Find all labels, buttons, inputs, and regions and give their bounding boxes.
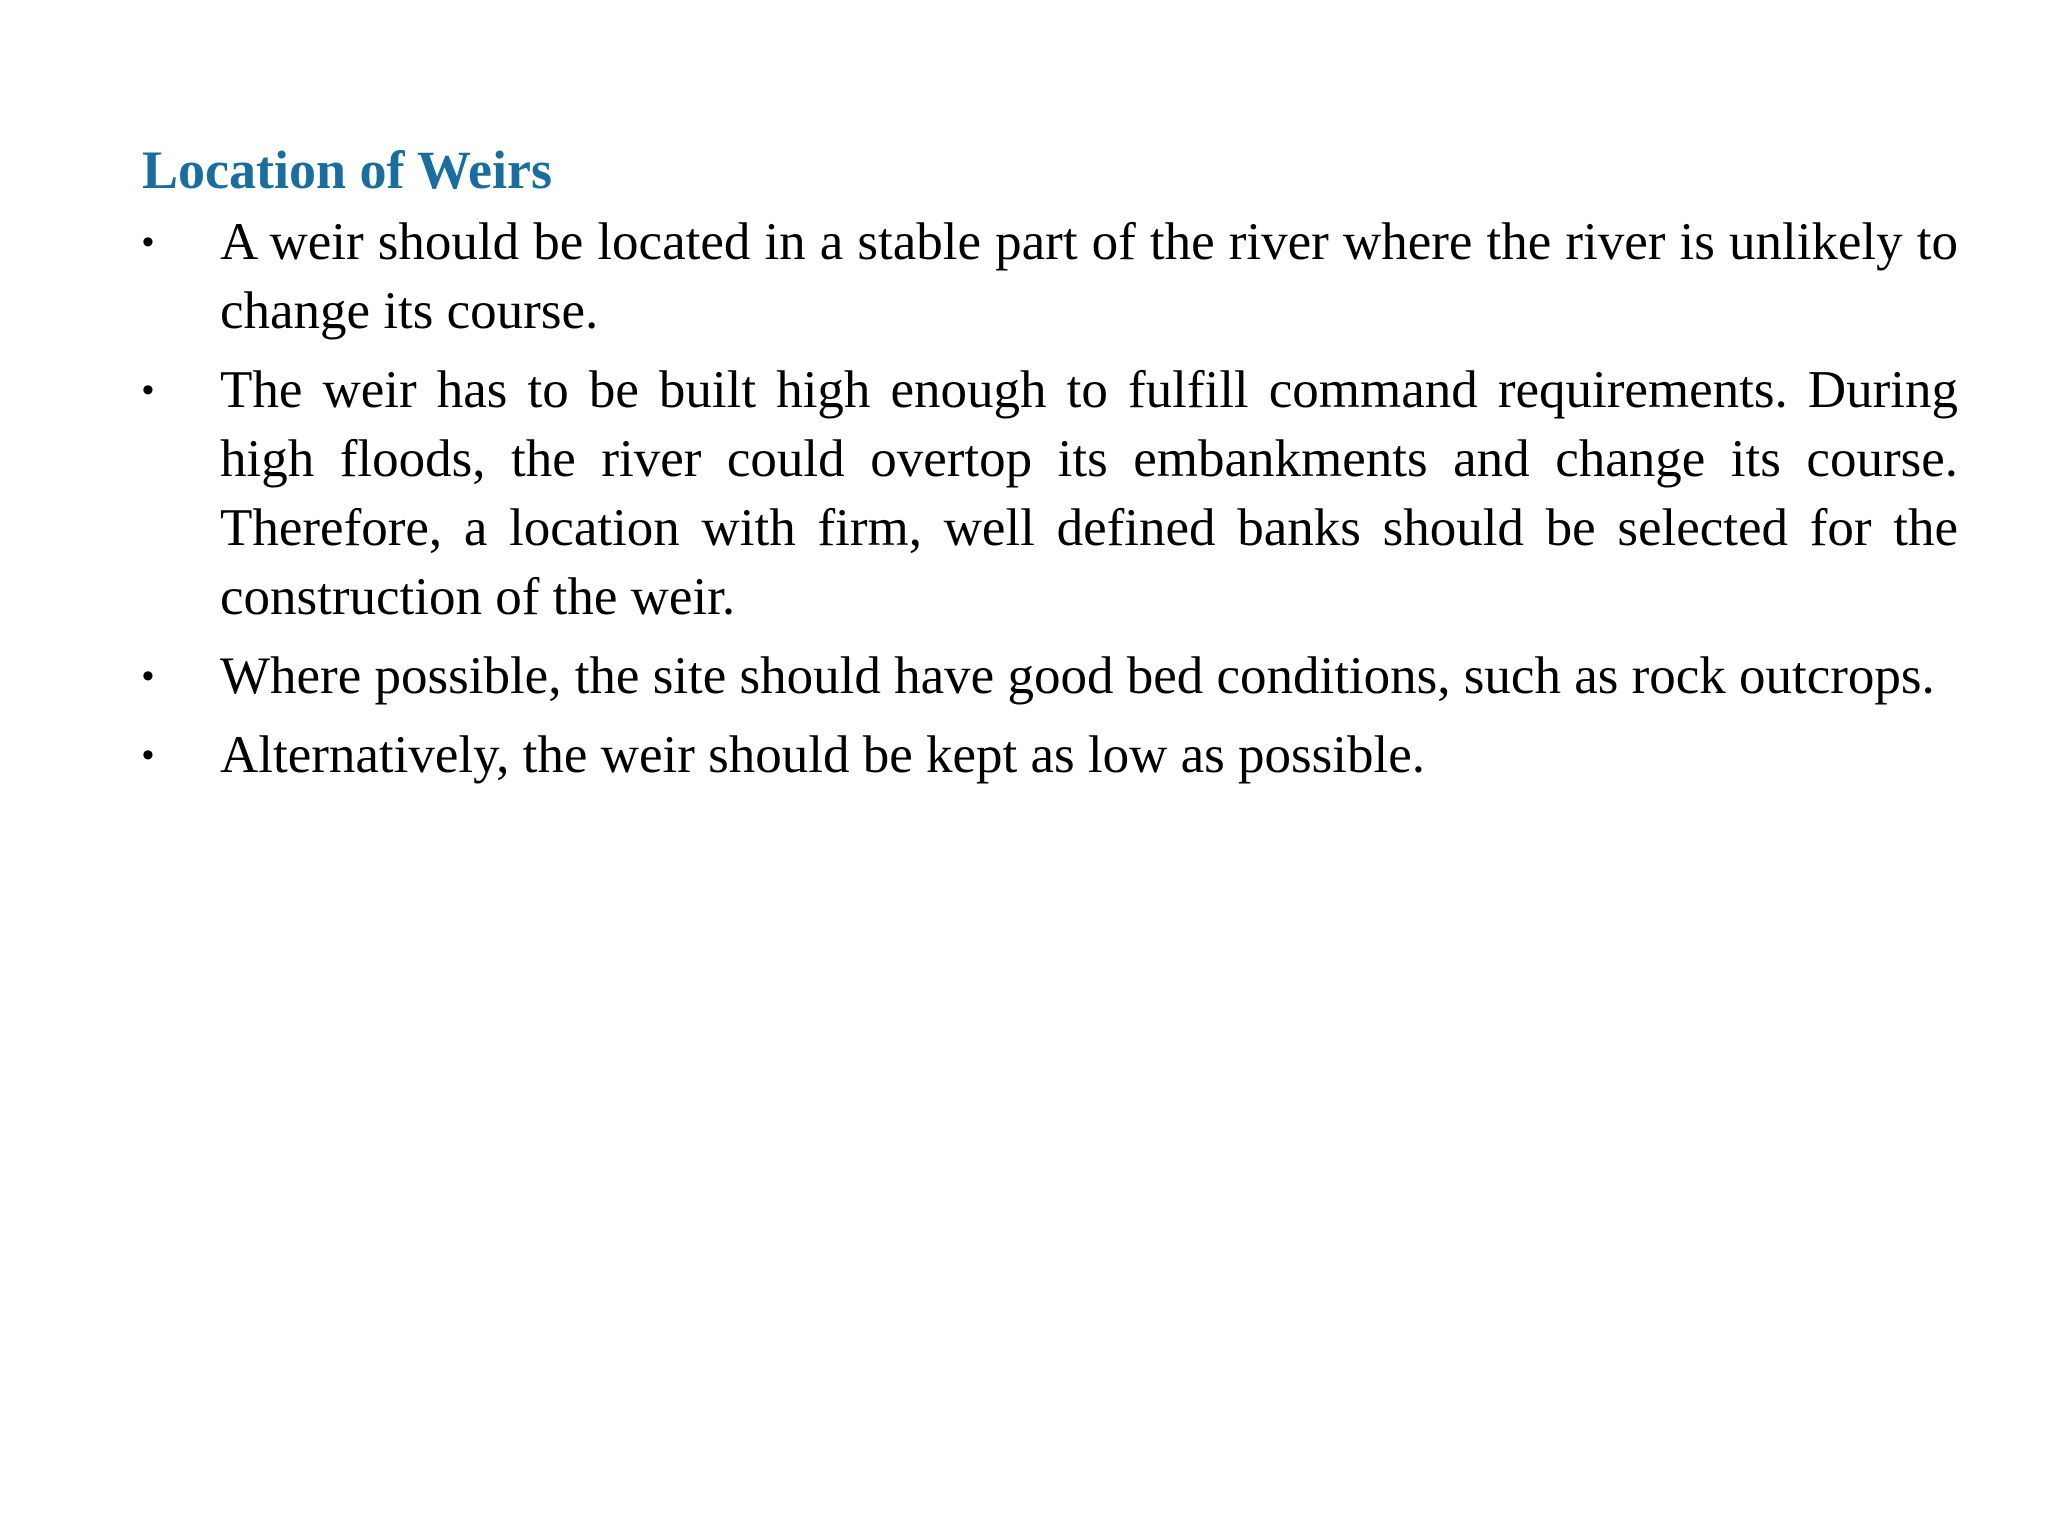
bullet-text: Alternatively, the weir should be kept as low as possible. (220, 726, 1425, 784)
bullet-text: A weir should be located in a stable part of the river where the river is unlikely to change its course. (220, 213, 1958, 340)
slide-heading: Location of Weirs (142, 140, 552, 200)
list-item (142, 721, 1958, 790)
bullet-icon: • (142, 223, 154, 261)
list-item (142, 208, 1958, 346)
bullet-icon: • (142, 736, 154, 774)
bullet-icon: • (142, 657, 154, 695)
bullet-text: The weir has to be built high enough to fulfill command requirements. During high floods, the river could overtop its embankments and change its course. Therefore, a location with firm, well defined banks should be selected for the construction of the weir. (220, 361, 1958, 626)
list-item (142, 642, 1958, 711)
bullet-text: Where possible, the site should have good bed conditions, such as rock outcrops. (220, 647, 1935, 705)
bullet-icon: • (142, 371, 154, 409)
list-item (142, 356, 1958, 632)
bullet-list (142, 208, 1958, 800)
